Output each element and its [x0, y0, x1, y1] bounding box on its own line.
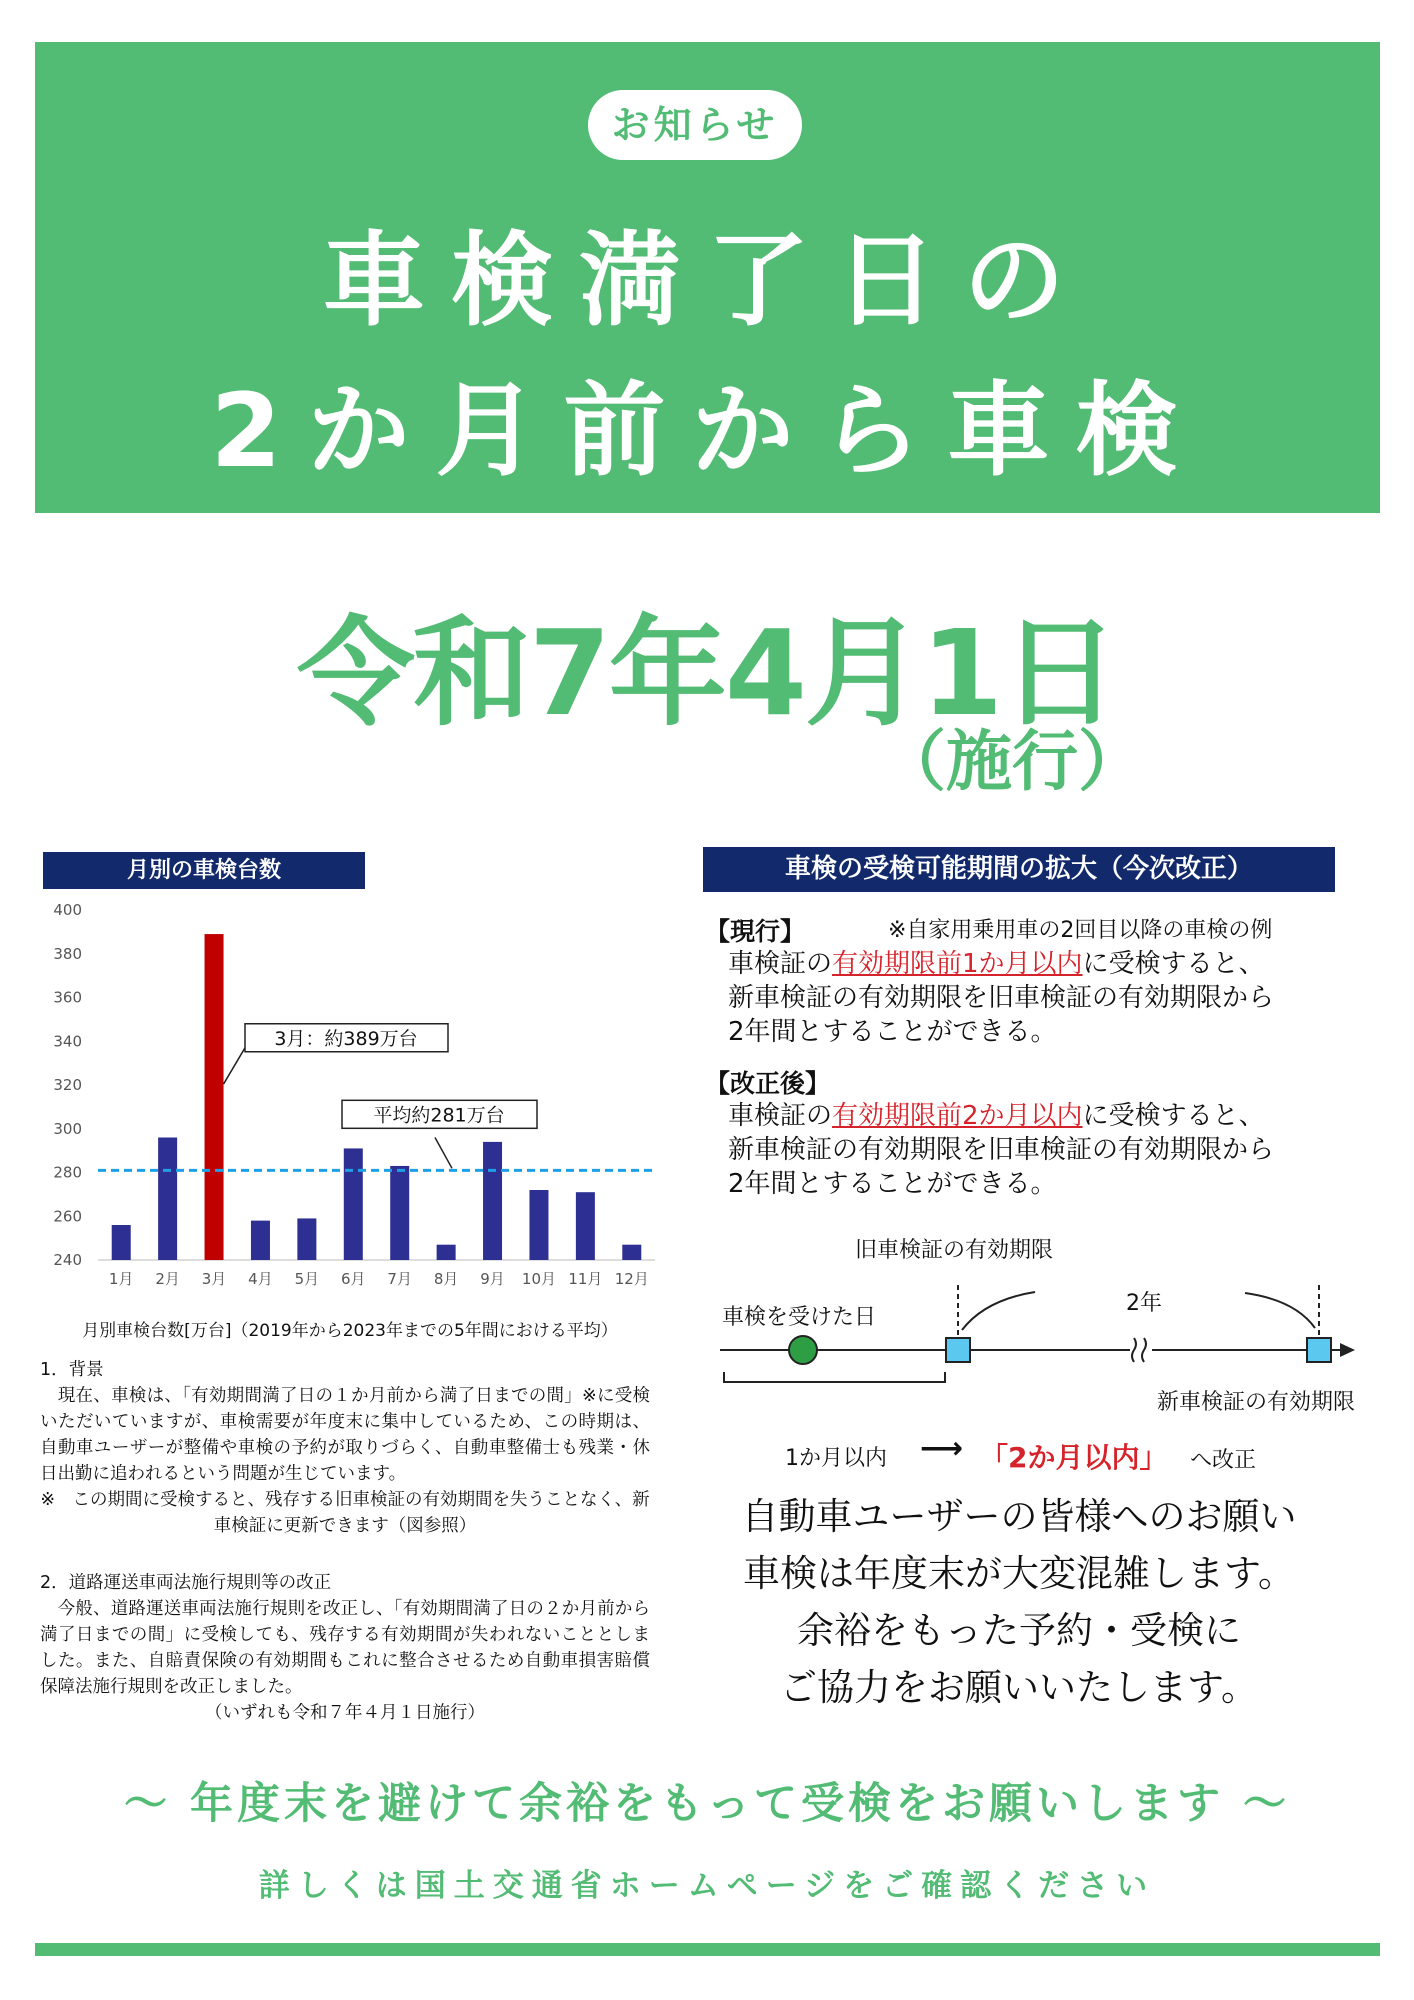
two-years-label: 2年	[1126, 1291, 1162, 1316]
x-tick-label: 11月	[568, 1270, 603, 1288]
old-expiry-label: 旧車検証の有効期限	[855, 1238, 1054, 1263]
two-year-arc-right	[1245, 1293, 1315, 1328]
current-note: ※自家用乗用車の2回目以降の車検の例	[888, 918, 1273, 943]
current-red: 有効期限前1か月以内	[832, 949, 1083, 979]
chart-bar	[251, 1221, 270, 1260]
footer-more-info: 詳しくは国土交通省ホームページをご確認ください	[258, 1868, 1156, 1904]
one-month-bracket	[724, 1372, 945, 1382]
current-line2: 新車検証の有効期限を旧車検証の有効期限から	[728, 983, 1275, 1013]
new-post: に受検すると、	[1082, 1101, 1265, 1131]
chart-caption: 月別車検台数[万台]（2019年から2023年までの5年間における平均）	[82, 1321, 618, 1341]
background-note: ※ この期間に受検すると、残存する旧車検証の有効期間を失うことなく、新車検証に更新できます（図参照）	[40, 1490, 650, 1536]
inspection-day-label: 車検を受けた日	[722, 1305, 877, 1330]
chart-bar	[576, 1192, 595, 1260]
change-arrow-icon: ⟶	[920, 1431, 964, 1466]
effective-note: （施行）	[880, 723, 1144, 800]
chart-bar	[437, 1245, 456, 1260]
request-line2: 余裕をもった予約・受検に	[797, 1609, 1241, 1652]
y-tick-label: 320	[53, 1076, 82, 1094]
x-tick-label: 8月	[433, 1270, 459, 1288]
y-tick-label: 400	[53, 901, 82, 919]
y-tick-label: 360	[53, 988, 82, 1007]
inspection-day-marker	[789, 1336, 817, 1364]
revision-title: 2．道路運送車両法施行規則等の改正	[40, 1573, 332, 1593]
monthly-inspection-chart	[40, 892, 665, 1312]
chart-bar	[622, 1245, 641, 1260]
new-label: 【改正後】	[705, 1069, 831, 1098]
new-pre: 車検証の	[728, 1101, 833, 1131]
footer-bar	[35, 1943, 1380, 1956]
y-tick-label: 380	[53, 944, 82, 963]
new-expiry-label: 新車検証の有効期限	[1157, 1390, 1356, 1415]
x-tick-label: 10月	[521, 1270, 557, 1288]
new-line3: 2年間とすることができる。	[728, 1169, 1057, 1199]
two-months-label: 「2か月以内」	[980, 1441, 1168, 1474]
new-rule	[728, 1099, 1274, 1201]
x-tick-label: 1月	[108, 1270, 134, 1288]
new-expiry-marker	[1307, 1338, 1331, 1362]
x-tick-label: 7月	[387, 1270, 412, 1288]
chart-bar	[205, 934, 224, 1260]
current-pre: 車検証の	[728, 949, 833, 979]
request-title: 自動車ユーザーの皆様へのお願い	[741, 1495, 1297, 1538]
kaisei-label: へ改正	[1190, 1448, 1257, 1473]
background-text: 現在、車検は、「有効期間満了日の１か月前から満了日までの間」※に受検いただいていますが、車検需要が年度末に集中しているため、この時期は、自動車ユーザーが整備や車検の予約が取りづらく、自動車整備士も残業・休日出勤に追われるという問題が生じています。	[40, 1386, 650, 1484]
chart-header: 月別の車検台数	[43, 852, 365, 889]
peak-annotation: 3月：約389万台	[274, 1027, 418, 1050]
x-tick-label: 12月	[614, 1270, 649, 1288]
chart-bar	[390, 1166, 409, 1260]
x-tick-label: 4月	[248, 1270, 273, 1288]
average-callout-line	[435, 1138, 452, 1169]
current-post: に受検すると、	[1082, 949, 1265, 979]
current-line3: 2年間とすることができる。	[728, 1017, 1057, 1047]
expansion-header: 車検の受検可能期間の拡大（今次改正）	[703, 847, 1335, 892]
revision-text: 今般、道路運送車両法施行規則を改正し、「有効期間満了日の２か月前から満了日までの間」に受検しても、残存する有効期間が失われないこととしました。また、自賠責保険の有効期間もこれに整合させるため自動車損害賠償保障法施行規則を改正しました。	[40, 1599, 650, 1697]
main-title-line2: 2か月前から車検	[210, 372, 1204, 491]
current-rule	[728, 947, 1274, 1049]
effective-date: 令和7年4月1日	[296, 604, 1118, 742]
y-tick-label: 240	[53, 1251, 82, 1269]
y-tick-label: 300	[53, 1119, 82, 1138]
peak-callout-line	[224, 1048, 245, 1084]
y-tick-label: 340	[53, 1032, 82, 1051]
x-tick-label: 9月	[480, 1270, 505, 1288]
chart-bar	[483, 1142, 502, 1260]
old-expiry-marker	[946, 1338, 970, 1362]
two-year-arc-left	[962, 1292, 1035, 1330]
new-line2: 新車検証の有効期限を旧車検証の有効期限から	[728, 1135, 1275, 1165]
current-label: 【現行】	[705, 917, 806, 946]
chart-bar	[158, 1138, 177, 1261]
background-title: 1．背景	[40, 1360, 104, 1380]
chart-bar	[112, 1225, 131, 1260]
request-line1: 車検は年度末が大変混雑します。	[742, 1552, 1296, 1595]
x-tick-label: 3月	[201, 1270, 227, 1288]
x-tick-label: 6月	[341, 1270, 366, 1288]
footer-slogan: ～ 年度末を避けて余裕をもって受検をお願いします ～	[124, 1779, 1290, 1829]
new-red: 有効期限前2か月以内	[832, 1101, 1083, 1131]
main-title-line1: 車検満了日の	[323, 222, 1091, 341]
y-tick-label: 260	[53, 1207, 82, 1226]
x-tick-label: 5月	[294, 1270, 320, 1288]
request-line3: ご協力をお願いいたします。	[779, 1666, 1259, 1709]
chart-bar	[297, 1218, 316, 1260]
one-month-label: 1か月以内	[785, 1446, 887, 1471]
y-tick-label: 280	[53, 1163, 82, 1182]
average-annotation: 平均約281万台	[373, 1104, 505, 1127]
chart-bar	[529, 1190, 548, 1260]
chart-bar	[344, 1148, 363, 1260]
notice-badge: お知らせ	[588, 90, 802, 160]
timeline-arrowhead	[1340, 1343, 1355, 1357]
revision-note: （いずれも令和７年４月１日施行）	[205, 1703, 485, 1723]
x-tick-label: 2月	[155, 1270, 180, 1288]
